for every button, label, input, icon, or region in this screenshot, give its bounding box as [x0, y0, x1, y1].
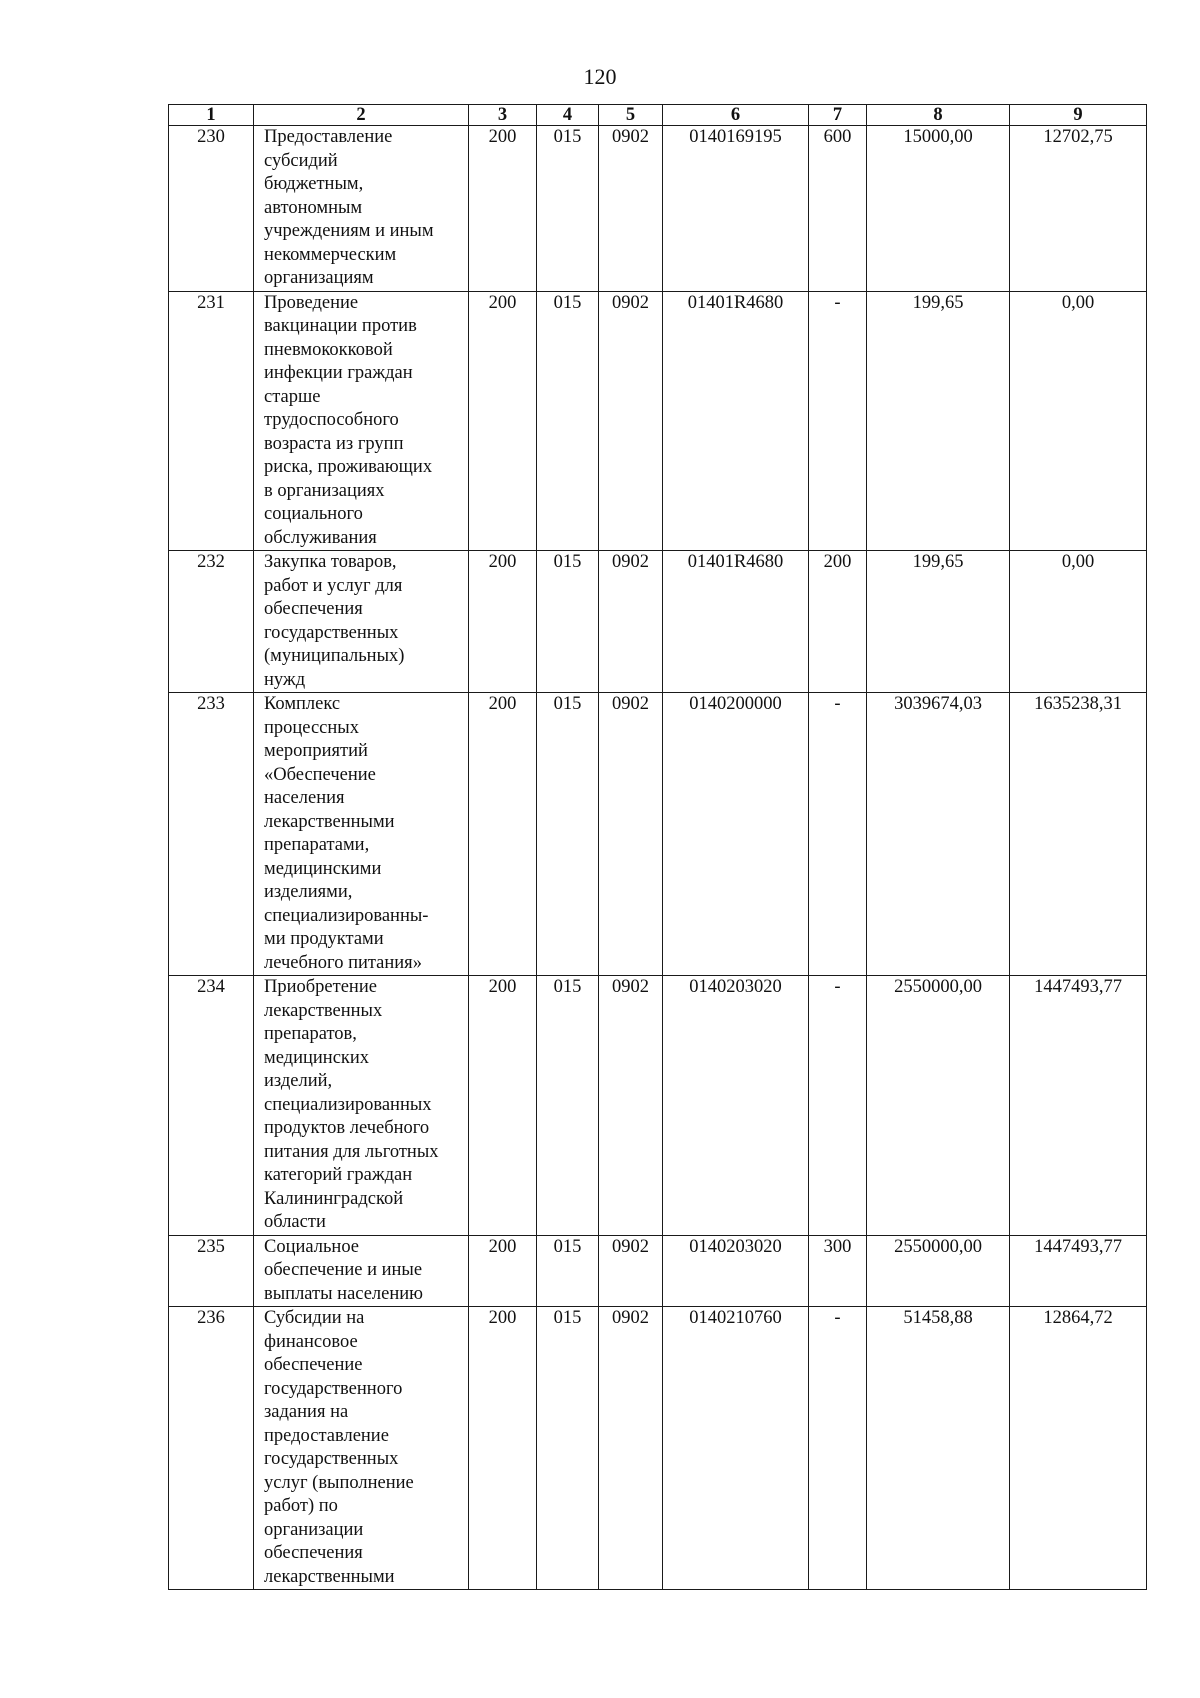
- cell-code-4: 015: [537, 1307, 599, 1590]
- description-line: лечебного питания»: [264, 952, 422, 973]
- cell-code-5: 0902: [599, 1307, 663, 1590]
- cell-code-5: 0902: [599, 551, 663, 693]
- description-line: организации: [264, 1519, 364, 1540]
- cell-code-3: 200: [469, 126, 537, 292]
- table-row: [169, 976, 1147, 1236]
- description-line: обеспечение и иные: [264, 1260, 423, 1280]
- cell-code-3: 200: [469, 1307, 537, 1590]
- cell-amount-planned: 199,65: [867, 551, 1010, 693]
- table-row: [169, 126, 1147, 292]
- description-line: «Обеспечение: [264, 764, 376, 785]
- cell-amount-planned: 2550000,00: [867, 1235, 1010, 1307]
- description-line: финансовое: [264, 1331, 358, 1352]
- row-description: [254, 126, 469, 292]
- description-line: ми продуктами: [264, 929, 384, 949]
- description-line: работ) по: [264, 1496, 338, 1516]
- cell-code-5: 0902: [599, 693, 663, 976]
- cell-target-code: 01401R4680: [663, 551, 809, 693]
- table-row: [169, 291, 1147, 551]
- row-number: 236: [169, 1307, 254, 1590]
- description-line: государственных: [264, 1449, 399, 1469]
- description-line: учреждениям и иным: [264, 221, 434, 241]
- row-description: [254, 976, 469, 1236]
- row-description: [254, 551, 469, 693]
- cell-code-4: 015: [537, 126, 599, 292]
- row-number: 230: [169, 126, 254, 292]
- description-line: лекарственных: [264, 1000, 383, 1021]
- cell-expense-type: 200: [809, 551, 867, 693]
- description-line: автономным: [264, 197, 363, 218]
- cell-code-4: 015: [537, 976, 599, 1236]
- cell-target-code: 0140169195: [663, 126, 809, 292]
- cell-code-4: 015: [537, 291, 599, 551]
- cell-code-3: 200: [469, 551, 537, 693]
- description-line: лекарственными: [264, 1566, 395, 1587]
- description-line: риска, проживающих: [264, 457, 433, 477]
- cell-target-code: 01401R4680: [663, 291, 809, 551]
- row-description: [254, 1235, 469, 1307]
- cell-amount-planned: 15000,00: [867, 126, 1010, 292]
- cell-expense-type: -: [809, 693, 867, 976]
- row-number: 235: [169, 1235, 254, 1307]
- description-line: процессных: [264, 717, 359, 738]
- table-row: [169, 693, 1147, 976]
- page-number: 120: [583, 64, 617, 89]
- table-row: [169, 551, 1147, 693]
- description-line: государственных: [264, 622, 399, 643]
- description-line: специализированны-: [264, 905, 429, 926]
- description-line: обеспечение: [264, 1355, 363, 1375]
- budget-table: [168, 104, 1147, 1590]
- table-header: [169, 105, 1147, 126]
- cell-amount-planned: 3039674,03: [867, 693, 1010, 976]
- cell-target-code: 0140200000: [663, 693, 809, 976]
- cell-amount-planned: 51458,88: [867, 1307, 1010, 1590]
- row-description: [254, 693, 469, 976]
- cell-target-code: 0140210760: [663, 1307, 809, 1590]
- column-header-7: 7: [809, 105, 867, 126]
- description-line: (муниципальных): [264, 646, 405, 666]
- description-line: обеспечения: [264, 599, 363, 619]
- cell-amount-planned: 2550000,00: [867, 976, 1010, 1236]
- description-line: некоммерческим: [264, 244, 397, 265]
- cell-amount-executed: 1447493,77: [1010, 1235, 1147, 1307]
- description-line: Приобретение: [264, 977, 377, 997]
- description-line: Социальное: [264, 1236, 360, 1257]
- cell-code-4: 015: [537, 693, 599, 976]
- description-line: в организациях: [264, 480, 385, 501]
- row-number: 234: [169, 976, 254, 1236]
- description-line: социального: [264, 504, 363, 524]
- description-line: вакцинации против: [264, 316, 417, 336]
- cell-code-5: 0902: [599, 291, 663, 551]
- cell-expense-type: -: [809, 976, 867, 1236]
- description-line: продуктов лечебного: [264, 1118, 430, 1138]
- cell-target-code: 0140203020: [663, 1235, 809, 1307]
- cell-code-5: 0902: [599, 1235, 663, 1307]
- description-line: старше: [264, 386, 321, 407]
- description-line: обслуживания: [264, 527, 377, 548]
- cell-code-3: 200: [469, 976, 537, 1236]
- header-row: [169, 105, 1147, 126]
- description-line: инфекции граждан: [264, 363, 413, 383]
- description-line: субсидий: [264, 150, 338, 171]
- description-line: предоставление: [264, 1425, 389, 1446]
- description-line: области: [264, 1212, 326, 1232]
- column-header-9: 9: [1010, 105, 1147, 126]
- description-line: Субсидии на: [264, 1308, 365, 1328]
- cell-code-4: 015: [537, 551, 599, 693]
- description-line: изделий,: [264, 1071, 333, 1091]
- cell-expense-type: -: [809, 291, 867, 551]
- row-number: 233: [169, 693, 254, 976]
- cell-amount-executed: 0,00: [1010, 551, 1147, 693]
- cell-code-5: 0902: [599, 126, 663, 292]
- description-line: задания на: [264, 1402, 349, 1422]
- cell-target-code: 0140203020: [663, 976, 809, 1236]
- description-line: Предоставление: [264, 127, 393, 147]
- cell-expense-type: 600: [809, 126, 867, 292]
- cell-code-3: 200: [469, 1235, 537, 1307]
- description-line: нужд: [264, 669, 306, 690]
- cell-amount-planned: 199,65: [867, 291, 1010, 551]
- description-line: Закупка товаров,: [264, 552, 397, 572]
- cell-expense-type: -: [809, 1307, 867, 1590]
- cell-amount-executed: 0,00: [1010, 291, 1147, 551]
- description-line: специализированных: [264, 1094, 432, 1115]
- description-line: Проведение: [264, 292, 359, 313]
- description-line: лекарственными: [264, 811, 395, 832]
- description-line: питания для льготных: [264, 1141, 439, 1162]
- row-description: [254, 1307, 469, 1590]
- table-row: [169, 1235, 1147, 1307]
- table-body: [169, 126, 1147, 1590]
- description-line: категорий граждан: [264, 1165, 413, 1185]
- description-line: населения: [264, 788, 345, 808]
- description-line: выплаты населению: [264, 1283, 423, 1304]
- column-header-5: 5: [599, 105, 663, 126]
- description-line: медицинскими: [264, 858, 382, 879]
- cell-code-3: 200: [469, 291, 537, 551]
- description-line: препаратов,: [264, 1024, 357, 1044]
- description-line: медицинских: [264, 1047, 370, 1068]
- row-number: 231: [169, 291, 254, 551]
- description-line: пневмококковой: [264, 339, 393, 360]
- description-line: мероприятий: [264, 741, 368, 761]
- cell-code-4: 015: [537, 1235, 599, 1307]
- column-header-8: 8: [867, 105, 1010, 126]
- row-description: [254, 291, 469, 551]
- description-line: Калининградской: [264, 1188, 404, 1209]
- description-line: бюджетным,: [264, 174, 364, 194]
- cell-expense-type: 300: [809, 1235, 867, 1307]
- cell-code-3: 200: [469, 693, 537, 976]
- description-line: организациям: [264, 268, 374, 288]
- column-header-3: 3: [469, 105, 537, 126]
- column-header-1: 1: [169, 105, 254, 126]
- column-header-2: 2: [254, 105, 469, 126]
- description-line: изделиями,: [264, 882, 353, 902]
- description-line: препаратами,: [264, 835, 370, 855]
- cell-amount-executed: 12864,72: [1010, 1307, 1147, 1590]
- cell-amount-executed: 1635238,31: [1010, 693, 1147, 976]
- cell-code-5: 0902: [599, 976, 663, 1236]
- description-line: государственного: [264, 1378, 403, 1399]
- cell-amount-executed: 1447493,77: [1010, 976, 1147, 1236]
- description-line: Комплекс: [264, 694, 341, 714]
- table-row: [169, 1307, 1147, 1590]
- description-line: обеспечения: [264, 1543, 363, 1563]
- description-line: услуг (выполнение: [264, 1472, 414, 1493]
- column-header-4: 4: [537, 105, 599, 126]
- row-number: 232: [169, 551, 254, 693]
- description-line: работ и услуг для: [264, 575, 403, 596]
- description-line: трудоспособного: [264, 410, 399, 430]
- column-header-6: 6: [663, 105, 809, 126]
- description-line: возраста из групп: [264, 433, 404, 454]
- cell-amount-executed: 12702,75: [1010, 126, 1147, 292]
